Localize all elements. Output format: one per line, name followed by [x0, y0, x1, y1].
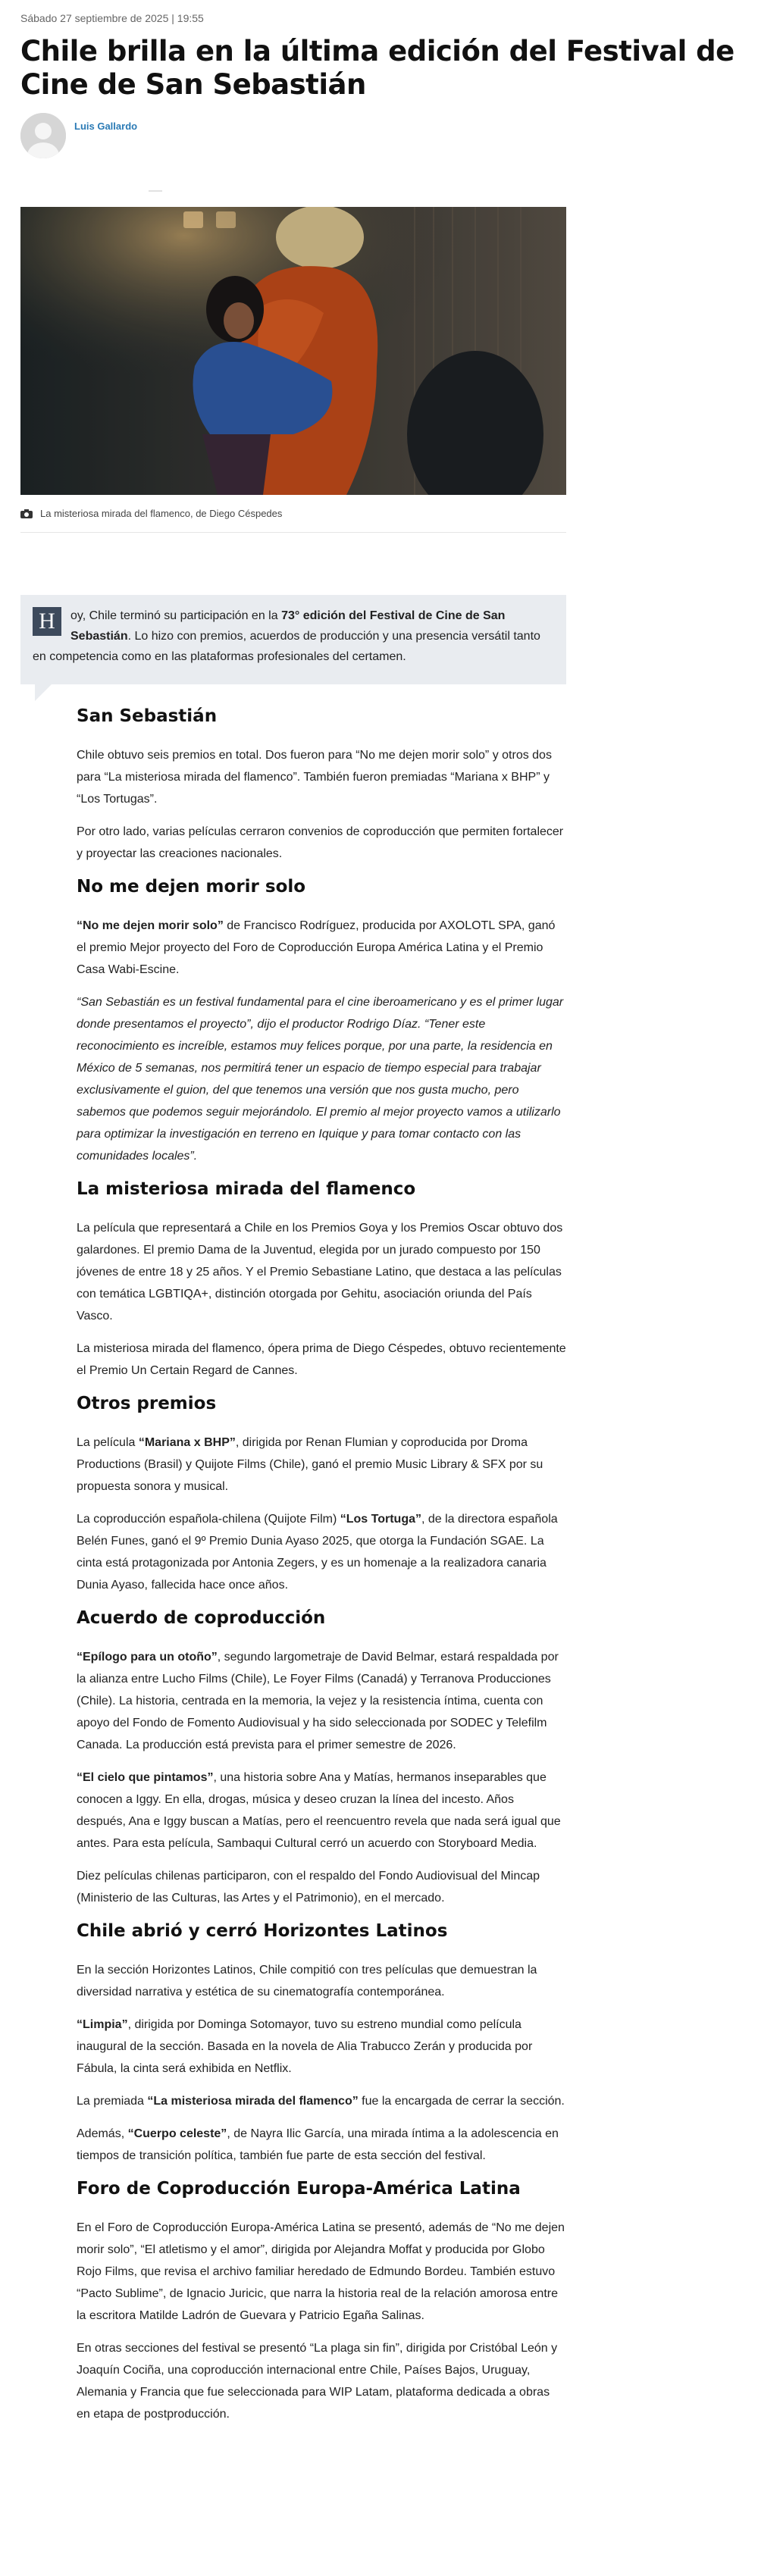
paragraph: “Limpia”, dirigida por Dominga Sotomayor, tuvo su estreno mundial como película inaugural de la sección. Basada en la novela de Alia Trabucco Zerán y producida por Fábula, la cinta será exhibida en Netflix.: [77, 2018, 533, 2075]
article-dateline: Sábado 27 septiembre de 2025 | 19:55: [20, 12, 204, 24]
article-headline: Chile brilla en la última edición del Festival de Cine de San Sebastián: [20, 35, 735, 101]
author-avatar[interactable]: [20, 113, 66, 158]
quote-paragraph: “San Sebastián es un festival fundamental para el cine iberoamericano y es el primer lugar donde presentamos el proyecto”, dijo el productor Rodrigo Díaz. “Tener este reconocimiento es increíble, estamos muy felices porque, por una parte, la residencia en México de 5 semanas, nos permitirá tener un espacio de tiempo especial para trabajar exclusivamente el guion, del que tenemos una versión que nos gusta mucho, pero sabemos que podemos seguir mejorándolo. El premio al mejor proyecto vamos a utilizarlo para optimizar la investigación en terreno en Iquique y para tomar contacto con las comunidades locales”.: [77, 996, 564, 1163]
film-title: “Los Tortuga”: [340, 1513, 421, 1526]
paragraph: En otras secciones del festival se presentó “La plaga sin fin”, dirigida por Cristóbal León y Joaquín Cociña, una coproducción internacional entre Chile, Países Bajos, Uruguay, Alemania y Francia que fue seleccionada para WIP Latam, plataforma dedicada a obras en etapa de postproducción.: [77, 2342, 558, 2421]
film-title: “Cuerpo celeste”: [127, 2127, 227, 2140]
divider: [149, 190, 162, 192]
image-caption: [20, 508, 282, 519]
section-heading: San Sebastián: [77, 706, 218, 726]
film-title: “La misteriosa mirada del flamenco”: [147, 2095, 359, 2108]
caption-divider: [20, 532, 566, 533]
section-heading: Foro de Coproducción Europa-América Latina: [77, 2179, 521, 2199]
paragraph: Además, “Cuerpo celeste”, de Nayra Ilic García, una mirada íntima a la adolescencia en tiempos de transición política, también fue parte de esta sección del festival.: [77, 2127, 559, 2162]
section-heading: Acuerdo de coproducción: [77, 1608, 326, 1628]
lead-paragraph: [20, 595, 566, 684]
dropcap: H: [33, 607, 61, 636]
paragraph: Diez películas chilenas participaron, con el respaldo del Fondo Audiovisual del Mincap (Ministerio de las Culturas, las Artes y el Patrimonio), en el mercado.: [77, 1870, 540, 1905]
lead-text: oy, Chile terminó su participación en la: [70, 609, 282, 622]
paragraph: En la sección Horizontes Latinos, Chile compitió con tres películas que demuestran la diversidad narrativa y estética de su cinematografía contemporánea.: [77, 1964, 537, 1999]
film-title: “El cielo que pintamos”: [77, 1771, 214, 1784]
camera-icon: [20, 509, 33, 518]
paragraph: La premiada “La misteriosa mirada del flamenco” fue la encargada de cerrar la sección.: [77, 2095, 565, 2108]
section-heading: No me dejen morir solo: [77, 877, 306, 897]
paragraph: “El cielo que pintamos”, una historia sobre Ana y Matías, hermanos inseparables que conocen a Iggy. En ella, drogas, música y deseo cruzan la línea del incesto. Años después, Ana e Iggy buscan a Matías, pero el reencuentro revela que nada será igual que antes. Para esta película, Sambaqui Cultural cerró un acuerdo con Storyboard Media.: [77, 1771, 561, 1850]
film-title: “Mariana x BHP”: [138, 1436, 236, 1449]
author-byline: [20, 113, 137, 158]
lead-bold: 73° edición del Festival de Cine de San Sebastián: [70, 609, 506, 643]
film-title: “No me dejen morir solo”: [77, 919, 224, 932]
paragraph: La misteriosa mirada del flamenco, ópera prima de Diego Céspedes, obtuvo recientemente el Premio Un Certain Regard de Cannes.: [77, 1342, 566, 1377]
section-heading: Chile abrió y cerró Horizontes Latinos: [77, 1921, 448, 1941]
lead-text: . Lo hizo con premios, acuerdos de producción y una presencia versátil tanto en competencia como en las plataformas profesionales del certamen.: [33, 630, 540, 663]
hero-image: [20, 207, 566, 495]
lead-callout-tail: [35, 684, 52, 701]
film-title: “Limpia”: [77, 2018, 128, 2031]
section-heading: La misteriosa mirada del flamenco: [77, 1179, 416, 1199]
section-heading: Otros premios: [77, 1394, 217, 1413]
image-caption-text: La misteriosa mirada del flamenco, de Diego Céspedes: [40, 508, 283, 519]
paragraph: La película que representará a Chile en los Premios Goya y los Premios Oscar obtuvo dos galardones. El premio Dama de la Juventud, elegida por un jurado compuesto por 150 jóvenes de entre 18 y 25 años. Y el Premio Sebastiane Latino, que destaca a las películas con temática LGBTIQA+, distinción otorgada por Gehitu, asociación oriunda del País Vasco.: [77, 1222, 563, 1322]
paragraph: En el Foro de Coproducción Europa-América Latina se presentó, además de “No me dejen morir solo”, “El atletismo y el amor”, dirigida por Alejandra Moffat y producida por Globo Rojo Films, que revisa el archivo familiar heredado de Edmundo Bordeu. También estuvo “Pacto Sublime”, de Ignacio Juricic, que narra la historia real de la relación amorosa entre la escritora Matilde Ladrón de Guevara y Patricio Egaña Salinas.: [77, 2221, 565, 2322]
paragraph: “Epílogo para un otoño”, segundo largometraje de David Belmar, estará respaldada por la alianza entre Lucho Films (Chile), Le Foyer Films (Canadá) y Terranova Producciones (Chile). La historia, centrada en la memoria, la vejez y la resistencia íntima, cuenta con apoyo del Fondo de Fomento Audiovisual y ha sido seleccionada por SODEC y Telefilm Canada. La producción está prevista para el primer semestre de 2026.: [77, 1651, 559, 1751]
author-name-link[interactable]: Luis Gallardo: [74, 120, 138, 132]
user-silhouette-icon: [20, 113, 66, 158]
paragraph: Por otro lado, varias películas cerraron convenios de coproducción que permiten fortalecer y proyectar las creaciones nacionales.: [77, 825, 564, 860]
paragraph: La coproducción española-chilena (Quijote Film) “Los Tortuga”, de la directora española Belén Funes, ganó el 9º Premio Dunia Ayaso 2025, que otorga la Fundación SGAE. La cinta está protagonizada por Antonia Zegers, y es un homenaje a la realizadora canaria Dunia Ayaso, fallecida hace once años.: [77, 1513, 558, 1592]
paragraph: “No me dejen morir solo” de Francisco Rodríguez, producida por AXOLOTL SPA, ganó el premio Mejor proyecto del Foro de Coproducción Europa América Latina y el Premio Casa Wabi-Escine.: [77, 919, 556, 976]
article-body: [77, 705, 566, 2436]
paragraph: Chile obtuvo seis premios en total. Dos fueron para “No me dejen morir solo” y otros dos para “La misteriosa mirada del flamenco”. También fueron premiadas “Mariana x BHP” y “Los Tortugas”.: [77, 749, 552, 806]
film-title: “Epílogo para un otoño”: [77, 1651, 218, 1664]
paragraph: La película “Mariana x BHP”, dirigida por Renan Flumian y coproducida por Droma Productions (Brasil) y Quijote Films (Chile), ganó el premio Music Library & SFX por su propuesta sonora y musical.: [77, 1436, 543, 1493]
